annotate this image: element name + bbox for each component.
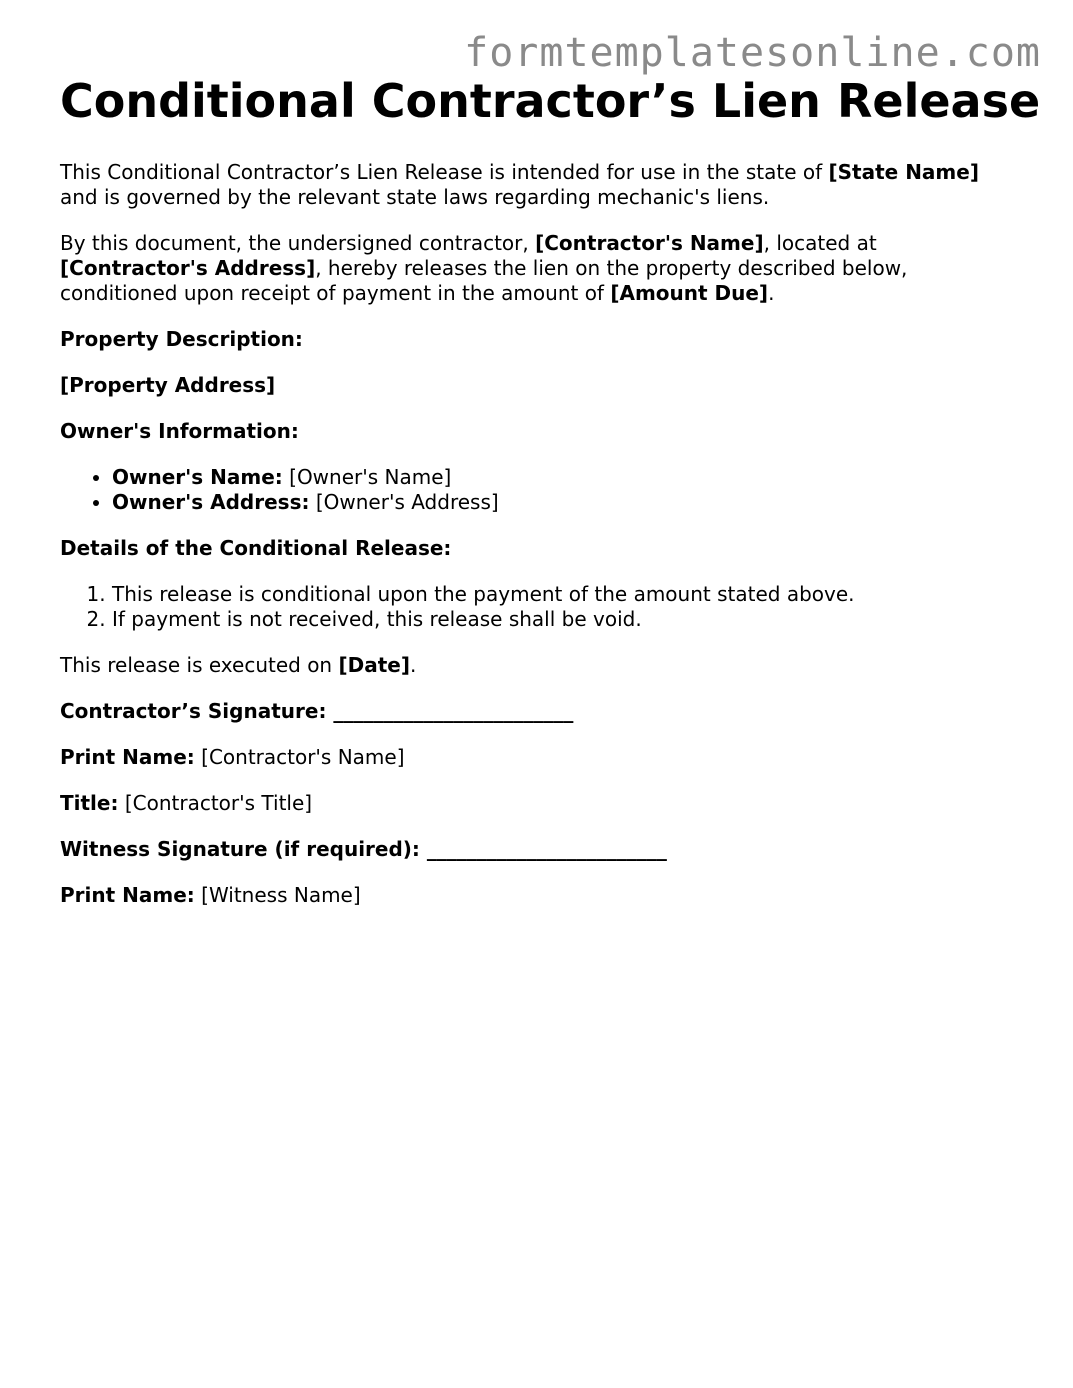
release-text-2: , located at xyxy=(763,231,877,255)
witness-signature-line xyxy=(60,837,980,862)
document-title: Conditional Contractor’s Lien Release xyxy=(60,74,1041,128)
owner-name-value: [Owner's Name] xyxy=(282,465,452,489)
owner-address-label: Owner's Address: xyxy=(112,490,310,514)
contractor-signature-label: Contractor’s Signature: ________________________ xyxy=(60,699,574,723)
document-body xyxy=(60,72,1041,929)
owner-info-list xyxy=(60,465,980,515)
executed-paragraph xyxy=(60,653,980,678)
property-address xyxy=(60,373,980,398)
contractor-address-placeholder: [Contractor's Address] xyxy=(60,256,316,280)
intro-text-1: This Conditional Contractor’s Lien Release is intended for use in the state of xyxy=(60,160,829,184)
property-heading xyxy=(60,327,980,352)
property-heading-text: Property Description: xyxy=(60,327,303,351)
list-item: 1. This release is conditional upon the payment of the amount stated above. xyxy=(112,582,980,607)
amount-due-placeholder: [Amount Due] xyxy=(610,281,769,305)
print-name-label: Print Name: xyxy=(60,745,195,769)
witness-signature-label: Witness Signature (if required): ________________________ xyxy=(60,837,667,861)
list-item: 2. If payment is not received, this release shall be void. xyxy=(112,607,980,632)
details-heading xyxy=(60,536,980,561)
list-item xyxy=(112,465,980,490)
owner-heading-text: Owner's Information: xyxy=(60,419,299,443)
list-item xyxy=(112,490,980,515)
executed-end: . xyxy=(409,653,417,677)
watermark: formtemplatesonline.com xyxy=(464,30,1041,76)
details-heading-text: Details of the Conditional Release: xyxy=(60,536,452,560)
intro-paragraph xyxy=(60,160,980,210)
date-placeholder: [Date] xyxy=(338,653,410,677)
release-paragraph xyxy=(60,231,980,306)
executed-text: This release is executed on xyxy=(60,653,339,677)
release-text-4: . xyxy=(768,281,775,305)
title-label: Title: xyxy=(60,791,119,815)
intro-text-2: and is governed by the relevant state laws regarding mechanic's liens. xyxy=(60,185,770,209)
state-placeholder: [State Name] xyxy=(828,160,979,184)
title-value: [Contractor's Title] xyxy=(118,791,313,815)
contractor-title xyxy=(60,791,980,816)
property-address-placeholder: [Property Address] xyxy=(60,373,276,397)
contractor-print-name xyxy=(60,745,980,770)
release-text-3: , hereby releases the lien on the property described below, conditioned upon receipt of payment in the amount of xyxy=(60,256,908,305)
contractor-name-placeholder: [Contractor's Name] xyxy=(535,231,764,255)
details-list xyxy=(60,582,980,632)
witness-print-name-value: [Witness Name] xyxy=(194,883,361,907)
owner-name-label: Owner's Name: xyxy=(112,465,283,489)
owner-address-value: [Owner's Address] xyxy=(309,490,499,514)
owner-heading xyxy=(60,419,980,444)
contractor-signature-line xyxy=(60,699,980,724)
witness-print-name xyxy=(60,883,980,908)
print-name-value: [Contractor's Name] xyxy=(194,745,405,769)
release-text-1: By this document, the undersigned contractor, xyxy=(60,231,536,255)
witness-print-name-label: Print Name: xyxy=(60,883,195,907)
